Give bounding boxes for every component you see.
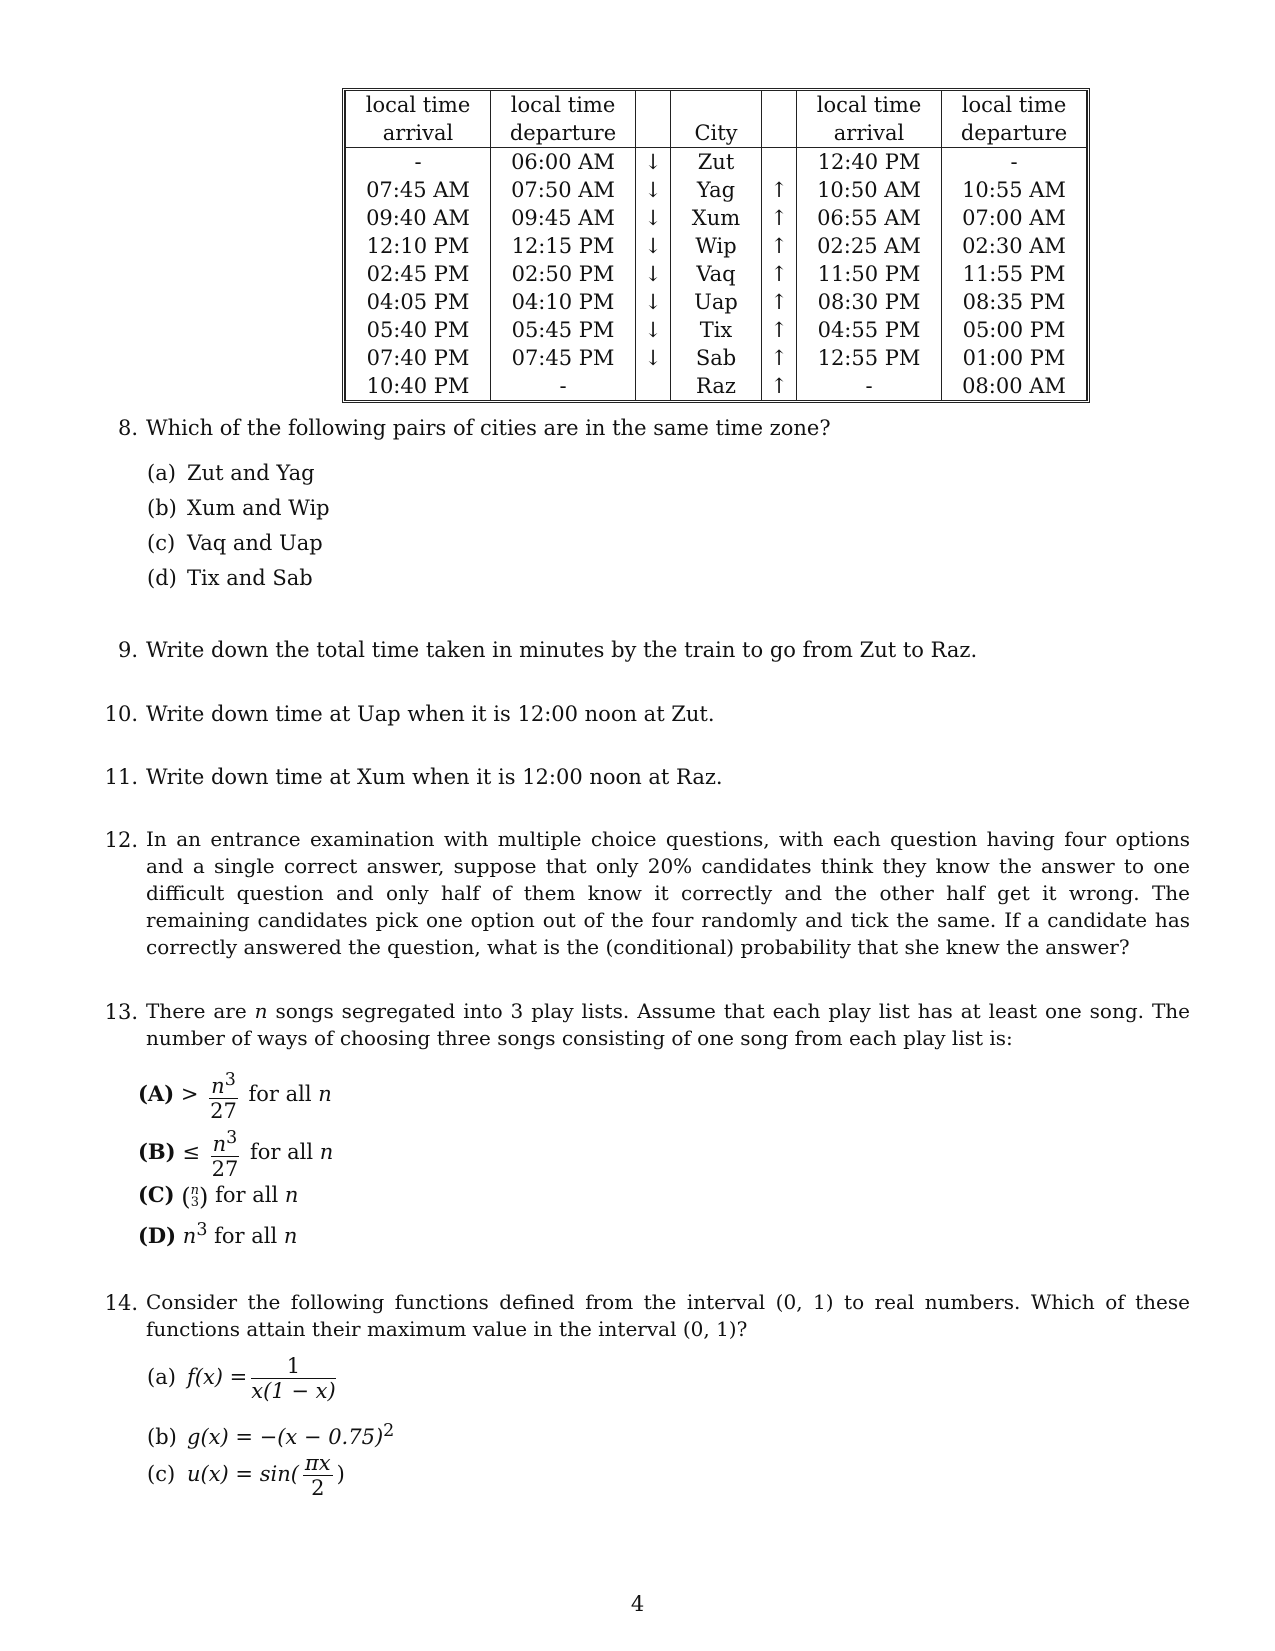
cell-direction-up: [762, 119, 797, 148]
option-label: (a): [147, 1365, 176, 1389]
table-row: [346, 119, 1087, 148]
cell-direction-down: ↓: [636, 260, 671, 288]
option-label: (c): [147, 531, 176, 555]
option-label: (D): [138, 1223, 177, 1248]
option-text: Zut and Yag: [187, 461, 315, 485]
exponent: 2: [383, 1421, 395, 1441]
cell-arrival-up: 06:55 AM: [797, 204, 942, 232]
denominator: 27: [211, 1157, 239, 1181]
cell-direction-down: ↓: [636, 176, 671, 204]
cell-departure-down: local time: [491, 91, 636, 119]
cell-arrival-down: 09:40 AM: [346, 204, 491, 232]
cell-arrival-down: 10:40 PM: [346, 372, 491, 400]
cell-departure-up: 08:00 AM: [942, 372, 1087, 400]
cell-city: Tix: [671, 316, 762, 344]
q8-option-c: [147, 528, 323, 558]
cell-arrival-up: arrival: [797, 119, 942, 148]
cell-arrival-down: -: [346, 148, 491, 177]
q13-option-d: [138, 1215, 297, 1251]
cell-city: [671, 91, 762, 119]
cell-direction-up: ↑: [762, 204, 797, 232]
cell-departure-up: local time: [942, 91, 1087, 119]
cell-arrival-up: 12:55 PM: [797, 344, 942, 372]
close-paren: ): [336, 1462, 345, 1486]
cell-arrival-up: 02:25 AM: [797, 232, 942, 260]
fraction: [209, 1068, 238, 1123]
cell-city: Yag: [671, 176, 762, 204]
cell-arrival-down: 04:05 PM: [346, 288, 491, 316]
option-label: (A): [138, 1081, 175, 1106]
cell-direction-down: [636, 119, 671, 148]
q8-option-a: [147, 458, 315, 488]
question-text: Which of the following pairs of cities are in the same time zone?: [146, 416, 831, 440]
question-text: Consider the following functions defined from the interval (0, 1) to real numbers. Which of these functions attain their maximum value in the interval (0, 1)?: [146, 1290, 1190, 1341]
question-text: Write down time at Uap when it is 12:00 noon at Zut.: [146, 702, 715, 726]
question-text-part: There are: [146, 999, 255, 1023]
option-text: for all: [208, 1183, 285, 1207]
cell-arrival-down: arrival: [346, 119, 491, 148]
cell-arrival-down: local time: [346, 91, 491, 119]
q14-option-a: [147, 1354, 340, 1403]
binomial-close: ): [199, 1182, 209, 1211]
cell-direction-up: [762, 148, 797, 177]
table-row: [346, 260, 1087, 288]
binomial-top: n: [190, 1182, 200, 1198]
option-text: for all: [241, 1082, 319, 1106]
cell-arrival-down: 07:40 PM: [346, 344, 491, 372]
cell-departure-down: departure: [491, 119, 636, 148]
fraction: [303, 1451, 333, 1500]
cell-departure-up: departure: [942, 119, 1087, 148]
variable-n: n: [283, 1224, 298, 1248]
option-label: (b): [147, 496, 177, 520]
cell-direction-up: ↑: [762, 176, 797, 204]
cell-departure-up: 05:00 PM: [942, 316, 1087, 344]
variable-n: n: [319, 1140, 334, 1164]
q13-option-b: [138, 1126, 333, 1181]
cell-city: Sab: [671, 344, 762, 372]
question-number: 12.: [104, 828, 138, 852]
relation-symbol: >: [180, 1082, 199, 1106]
cell-direction-down: ↓: [636, 316, 671, 344]
question-number: 13.: [104, 1000, 138, 1024]
cell-arrival-down: 02:45 PM: [346, 260, 491, 288]
option-label: (a): [147, 461, 176, 485]
table-row: [346, 148, 1087, 177]
numerator: πx: [304, 1451, 331, 1475]
cell-direction-up: ↑: [762, 288, 797, 316]
function-lhs: f(x) =: [187, 1365, 248, 1389]
variable-n: n: [284, 1183, 299, 1207]
train-timetable: [342, 88, 1090, 403]
cell-city: Vaq: [671, 260, 762, 288]
table-row: [346, 316, 1087, 344]
cell-city: City: [671, 119, 762, 148]
cell-direction-up: ↑: [762, 260, 797, 288]
function-expression: g(x) = −(x − 0.75): [187, 1425, 384, 1449]
table-row: [346, 344, 1087, 372]
cell-city: Zut: [671, 148, 762, 177]
cell-city: Wip: [671, 232, 762, 260]
option-text: Tix and Sab: [187, 566, 313, 590]
cell-direction-down: ↓: [636, 148, 671, 177]
question-number: 10.: [104, 702, 138, 726]
cell-departure-down: 12:15 PM: [491, 232, 636, 260]
cell-city: Xum: [671, 204, 762, 232]
cell-arrival-up: 11:50 PM: [797, 260, 942, 288]
q8-option-d: [147, 563, 313, 593]
cell-direction-down: ↓: [636, 344, 671, 372]
question-number: 8.: [117, 416, 138, 440]
q14-option-c: [147, 1451, 345, 1500]
page-number: 4: [630, 1592, 645, 1616]
option-label: (C): [138, 1182, 175, 1207]
option-label: (c): [147, 1462, 176, 1486]
binomial: (: [181, 1182, 191, 1211]
exponent: 3: [224, 1070, 236, 1090]
timetable-table: [345, 91, 1087, 400]
relation-symbol: ≤: [182, 1140, 200, 1164]
cell-arrival-up: local time: [797, 91, 942, 119]
denominator: 27: [210, 1099, 237, 1123]
cell-departure-down: -: [491, 372, 636, 400]
cell-departure-up: 01:00 PM: [942, 344, 1087, 372]
binomial-bottom: 3: [190, 1194, 199, 1210]
cell-departure-up: 07:00 AM: [942, 204, 1087, 232]
denominator: x(1 − x): [251, 1379, 336, 1403]
table-row: [346, 91, 1087, 119]
question-number: 14.: [104, 1291, 138, 1315]
cell-arrival-down: 07:45 AM: [346, 176, 491, 204]
cell-direction-down: [636, 91, 671, 119]
option-label: (b): [147, 1425, 177, 1449]
cell-city: Uap: [671, 288, 762, 316]
cell-direction-up: ↑: [762, 232, 797, 260]
question-text: [146, 998, 1190, 1052]
cell-direction-down: ↓: [636, 288, 671, 316]
exponent: 3: [226, 1128, 238, 1148]
option-text: Xum and Wip: [187, 496, 330, 520]
table-row: [346, 288, 1087, 316]
cell-direction-up: ↑: [762, 372, 797, 400]
question-text: In an entrance examination with multiple choice questions, with each question having four options and a single correct answer, suppose that only 20% candidates think they know the answer to one difficult question and only half of them know it correctly and the other half get it wrong. The remaining candidates pick one option out of the four randomly and tick the same. If a candidate has correctly answered the question, what is the (conditional) probability that she knew the answer?: [146, 827, 1190, 959]
numerator: 1: [251, 1354, 335, 1379]
q8-option-b: [147, 493, 330, 523]
question-number: 9.: [117, 638, 138, 662]
function-lhs: u(x) = sin(: [187, 1462, 299, 1486]
cell-arrival-up: 04:55 PM: [797, 316, 942, 344]
cell-arrival-up: 08:30 PM: [797, 288, 942, 316]
cell-departure-up: 11:55 PM: [942, 260, 1087, 288]
cell-arrival-up: -: [797, 372, 942, 400]
variable-n: n: [254, 999, 268, 1023]
fraction: [251, 1354, 335, 1403]
cell-departure-down: 05:45 PM: [491, 316, 636, 344]
cell-departure-down: 07:50 AM: [491, 176, 636, 204]
cell-arrival-down: 05:40 PM: [346, 316, 491, 344]
question-number: 11.: [104, 765, 138, 789]
cell-departure-up: -: [942, 148, 1087, 177]
cell-arrival-up: 10:50 AM: [797, 176, 942, 204]
cell-departure-down: 06:00 AM: [491, 148, 636, 177]
q13-option-c: [138, 1180, 298, 1212]
question-text-part: songs segregated into 3 play lists. Assume that each play list has at least one song. The number of ways of choosing three songs consisting of one song from each play list is:: [146, 999, 1191, 1050]
q14-option-b: [147, 1416, 394, 1452]
cell-direction-down: ↓: [636, 232, 671, 260]
cell-direction-down: ↓: [636, 204, 671, 232]
variable-n: n: [182, 1224, 197, 1248]
option-text: for all: [207, 1224, 284, 1248]
numerator: n: [212, 1132, 227, 1156]
exponent: 3: [196, 1220, 208, 1240]
binomial-args: [190, 1182, 200, 1210]
table-row: [346, 176, 1087, 204]
cell-departure-down: 04:10 PM: [491, 288, 636, 316]
cell-departure-up: 10:55 AM: [942, 176, 1087, 204]
denominator: 2: [311, 1476, 325, 1500]
table-row: [346, 204, 1087, 232]
option-text: Vaq and Uap: [187, 531, 323, 555]
table-row: [346, 372, 1087, 400]
numerator: n: [211, 1074, 225, 1098]
cell-departure-up: 02:30 AM: [942, 232, 1087, 260]
question-text: Write down the total time taken in minutes by the train to go from Zut to Raz.: [146, 638, 978, 662]
cell-departure-down: 07:45 PM: [491, 344, 636, 372]
cell-direction-up: [762, 91, 797, 119]
cell-direction-up: ↑: [762, 344, 797, 372]
option-text: for all: [243, 1140, 320, 1164]
cell-departure-down: 09:45 AM: [491, 204, 636, 232]
option-label: (d): [147, 566, 177, 590]
cell-direction-down: [636, 372, 671, 400]
cell-departure-up: 08:35 PM: [942, 288, 1087, 316]
variable-n: n: [318, 1082, 332, 1106]
table-row: [346, 232, 1087, 260]
option-label: (B): [138, 1139, 176, 1164]
cell-arrival-down: 12:10 PM: [346, 232, 491, 260]
fraction: [211, 1126, 240, 1181]
cell-departure-down: 02:50 PM: [491, 260, 636, 288]
q13-option-a: [138, 1068, 332, 1123]
cell-city: Raz: [671, 372, 762, 400]
question-text: Write down time at Xum when it is 12:00 noon at Raz.: [146, 765, 723, 789]
cell-arrival-up: 12:40 PM: [797, 148, 942, 177]
cell-direction-up: ↑: [762, 316, 797, 344]
